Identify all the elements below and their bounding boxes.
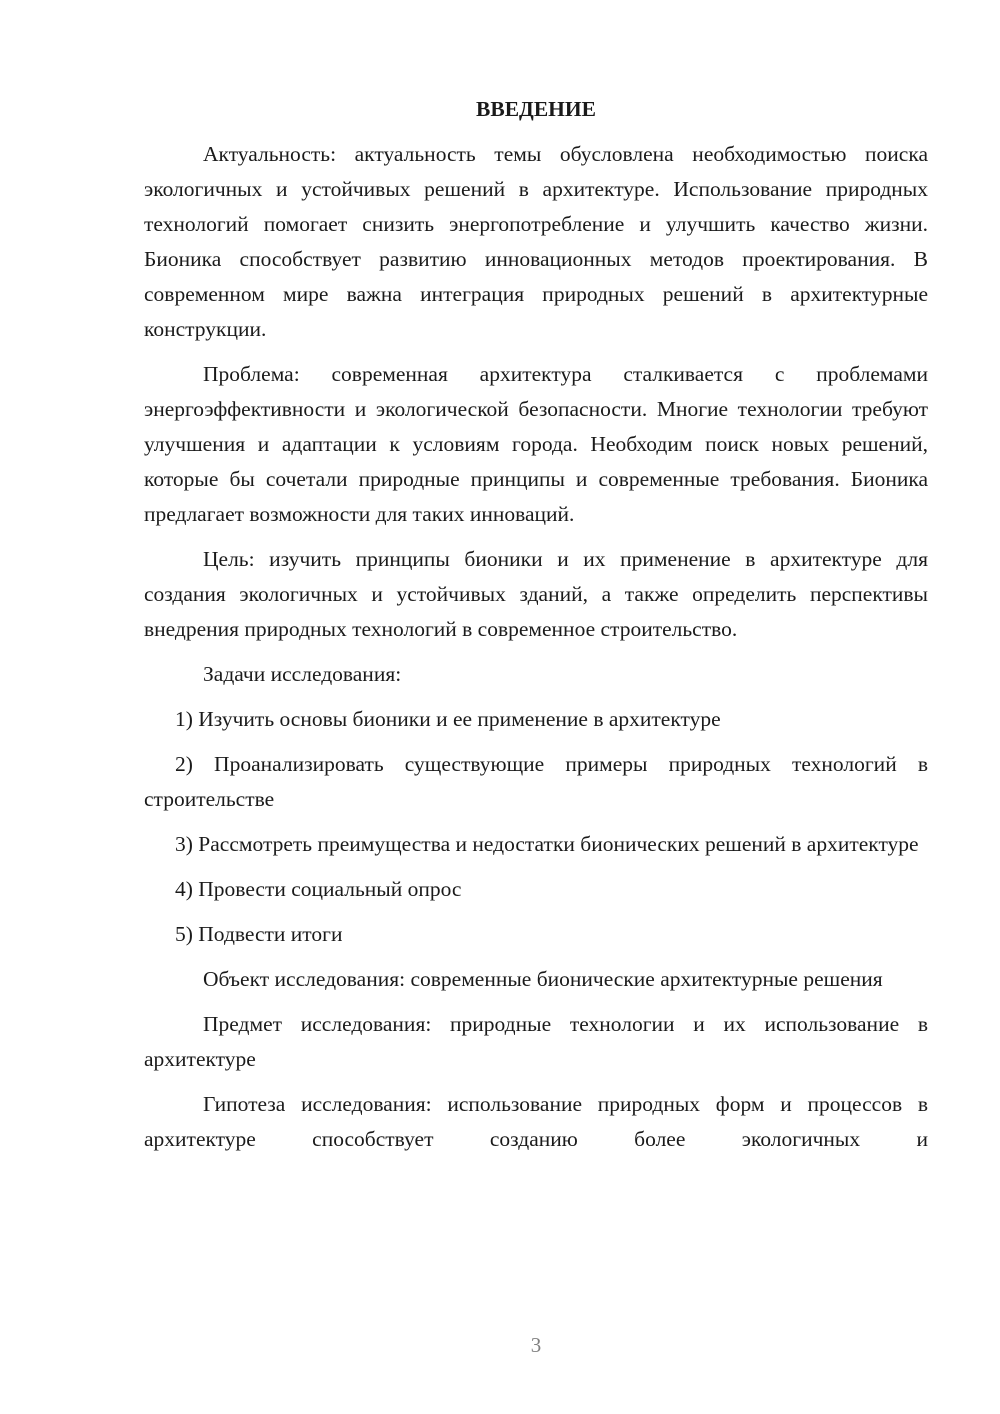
paragraph-problem: Проблема: современная архитектура сталкивается с проблемами энергоэффективности и экологической безопасности. Многие технологии требуют улучшения и адаптации к условиям города. Необходим поиск новых решений, которые бы сочетали природные принципы и современные требования. Бионика предлагает возможности для таких инноваций.: [144, 362, 928, 526]
task-item-4: 4) Провести социальный опрос: [175, 877, 462, 901]
document-page: [144, 92, 928, 1157]
task-item-2: 2) Проанализировать существующие примеры природных технологий в строительстве: [144, 752, 928, 811]
task-item-3: 3) Рассмотреть преимущества и недостатки бионических решений в архитектуре: [175, 832, 919, 856]
paragraph-relevance: Актуальность: актуальность темы обусловлена необходимостью поиска экологичных и устойчивых решений в архитектуре. Использование природных технологий помогает снизить энергопотребление и улучшить качество жизни. Бионика способствует развитию инновационных методов проектирования. В современном мире важна интеграция природных решений в архитектурные конструкции.: [144, 142, 928, 341]
page-number: 3: [530, 1333, 542, 1357]
paragraph-object: Объект исследования: современные бионические архитектурные решения: [203, 967, 883, 991]
task-item-1: 1) Изучить основы бионики и ее применение в архитектуре: [175, 707, 721, 731]
paragraph-subject: Предмет исследования: природные технологии и их использование в архитектуре: [144, 1012, 928, 1071]
task-item-5: 5) Подвести итоги: [175, 922, 343, 946]
paragraph-goal: Цель: изучить принципы бионики и их применение в архитектуре для создания экологичных и устойчивых зданий, а также определить перспективы внедрения природных технологий в современное строительство.: [144, 547, 928, 641]
page-title: ВВЕДЕНИЕ: [476, 97, 596, 121]
tasks-heading: Задачи исследования:: [203, 662, 402, 686]
paragraph-hypothesis: Гипотеза исследования: использование природных форм и процессов в архитектуре способствует созданию более экологичных и: [144, 1092, 928, 1151]
